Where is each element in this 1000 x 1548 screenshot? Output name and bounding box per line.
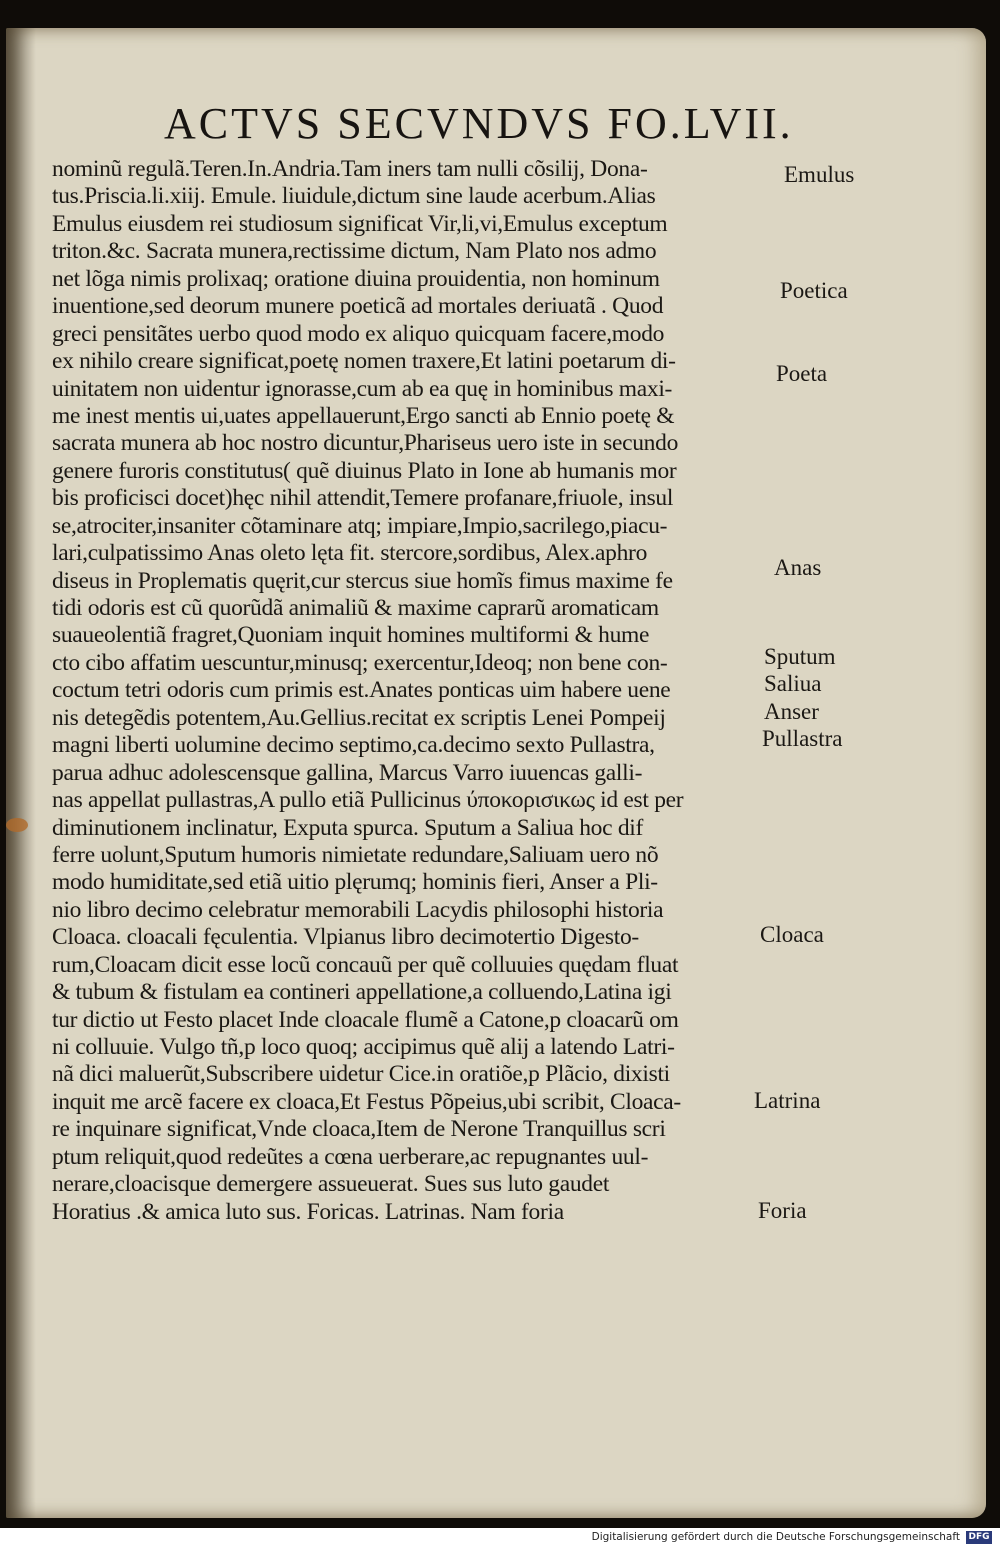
text-line: Emulus eiusdem rei studiosum significat Vir,li,vi,Emulus exceptum	[52, 210, 668, 237]
margin-note: Anser	[764, 699, 819, 724]
text-line: parua adhuc adolescensque gallina, Marcus Varro iuuencas galli-	[52, 759, 643, 786]
margin-note: Cloaca	[760, 922, 824, 947]
text-line: & tubum & fistulam ea contineri appellatione,a colluendo,Latina igi	[52, 979, 672, 1006]
margin-note: Sputum	[764, 644, 836, 669]
text-line: sacrata munera ab hoc nostro dicuntur,Phariseus uero iste in secundo	[52, 430, 679, 457]
text-line: nerare,cloacisque demergere assueuerat. Sues sus luto gaudet	[52, 1171, 610, 1198]
text-line: rum,Cloacam dicit esse locũ concauũ per quẽ colluuies quędam fluat	[52, 951, 679, 978]
margin-note: Poeta	[776, 361, 828, 386]
text-line: coctum tetri odoris cum primis est.Anates ponticas uim habere uene	[52, 677, 671, 704]
margin-note: Saliua	[764, 671, 822, 696]
text-line: cto cibo affatim uescuntur,minusq; exercentur,Ideoq; non bene con-	[52, 649, 668, 676]
text-line: tidi odoris est cũ quorũdã animaliũ & maxime caprarũ aromaticam	[52, 595, 659, 621]
text-line: nominũ regulã.Teren.In.Andria.Tam iners tam nulli cõsilij, Dona-	[52, 156, 648, 182]
book-page	[6, 28, 986, 1518]
text-line: se,atrociter,insaniter cõtaminare atq; impiare,Impio,sacrilego,piacu-	[52, 512, 668, 539]
margin-note: Anas	[774, 555, 822, 580]
text-line: re inquinare significat,Vnde cloaca,Item de Nerone Tranquillus scri	[52, 1116, 666, 1143]
text-line: diseus in Proplematis quęrit,cur stercus siue homĩs fimus maxime fe	[52, 567, 673, 594]
running-title: ACTVS SECVNDVS FO.LVII.	[164, 99, 794, 148]
dfg-logo: DFG	[966, 1531, 992, 1544]
text-line: nas appellat pullastras,A pullo etiã Pullicinus ύποκορισικως id est per	[52, 787, 684, 814]
margin-note: Latrina	[754, 1088, 821, 1113]
text-line: modo humiditate,sed etiã uitio plęrumq; hominis fieri, Anser a Pli-	[52, 869, 658, 896]
text-line: suaueolentiã fragret,Quoniam inquit homines multiformi & hume	[52, 622, 650, 649]
text-line: greci pensitãtes uerbo quod modo ex aliquo quicquam facere,modo	[52, 320, 665, 347]
text-line: Horatius .& amica luto sus. Foricas. Latrinas. Nam foria	[52, 1198, 564, 1225]
paper-stain	[6, 818, 28, 832]
text-line: nio libro decimo celebratur memorabili Lacydis philosophi historia	[52, 896, 664, 923]
margin-note: Emulus	[784, 162, 855, 187]
text-line: inquit me arcẽ facere ex cloaca,Et Festus Põpeius,ubi scribit, Cloaca-	[52, 1088, 681, 1115]
text-line: ferre uolunt,Sputum humoris nimietate redundare,Saliuam uero nõ	[52, 841, 659, 868]
text-line: tur dictio ut Festo placet Inde cloacale flumẽ a Catone,p cloacarũ om	[52, 1006, 679, 1033]
footer-bar	[0, 1528, 1000, 1548]
text-line: ex nihilo creare significat,poetę nomen traxere,Et latini poetarum di-	[52, 348, 676, 375]
footer-credit: Digitalisierung gefördert durch die Deutsche Forschungsgemeinschaft	[591, 1531, 960, 1543]
text-line: bis proficisci docet)hęc nihil attendit,Temere profanare,friuole, insul	[52, 485, 674, 512]
main-text-block	[52, 156, 792, 1226]
text-line: tus.Priscia.li.xiij. Emule. liuidule,dictum sine laude acerbum.Alias	[52, 183, 656, 210]
margin-note: Foria	[758, 1198, 807, 1223]
text-line: magni liberti uolumine decimo septimo,ca.decimo sexto Pullastra,	[52, 732, 655, 759]
text-line: ni colluuie. Vulgo tñ,p loco quoq; accipimus quẽ alij a latendo Latri-	[52, 1034, 675, 1060]
text-line: genere furoris constitutus( quẽ diuinus Plato in Ione ab humanis mor	[52, 457, 677, 484]
text-line: diminutionem inclinatur, Exputa spurca. Sputum a Saliua hoc dif	[52, 814, 644, 841]
text-line: triton.&c. Sacrata munera,rectissime dictum, Nam Plato nos admo	[52, 238, 657, 265]
text-line: nis detegẽdis potentem,Au.Gellius.recitat ex scriptis Lenei Pompeij	[52, 704, 666, 731]
text-line: lari,culpatissimo Anas oleto lęta fit. stercore,sordibus, Alex.aphro	[52, 540, 648, 567]
text-line: uinitatem non uidentur ignorasse,cum ab ea quę in hominibus maxi-	[52, 375, 673, 402]
text-line: nã dici maluerũt,Subscribere uidetur Cice.in oratiõe,p Plãcio, dixisti	[52, 1061, 670, 1088]
text-line: Cloaca. cloacali fęculentia. Vlpianus libro decimotertio Digesto-	[52, 924, 639, 951]
text-line: ptum reliquit,quod redeũtes a cœna uerberare,ac repugnantes uul-	[52, 1143, 649, 1170]
text-line: me inest mentis ui,uates appellauerunt,Ergo sancti ab Ennio poetę &	[52, 402, 675, 429]
margin-note: Poetica	[780, 278, 848, 303]
text-line: inuentione,sed deorum munere poeticã ad mortales deriuatã . Quod	[52, 293, 664, 320]
text-line: net lõga nimis prolixaq; oratione diuina prouidentia, non hominum	[52, 265, 660, 292]
margin-note: Pullastra	[762, 726, 843, 751]
